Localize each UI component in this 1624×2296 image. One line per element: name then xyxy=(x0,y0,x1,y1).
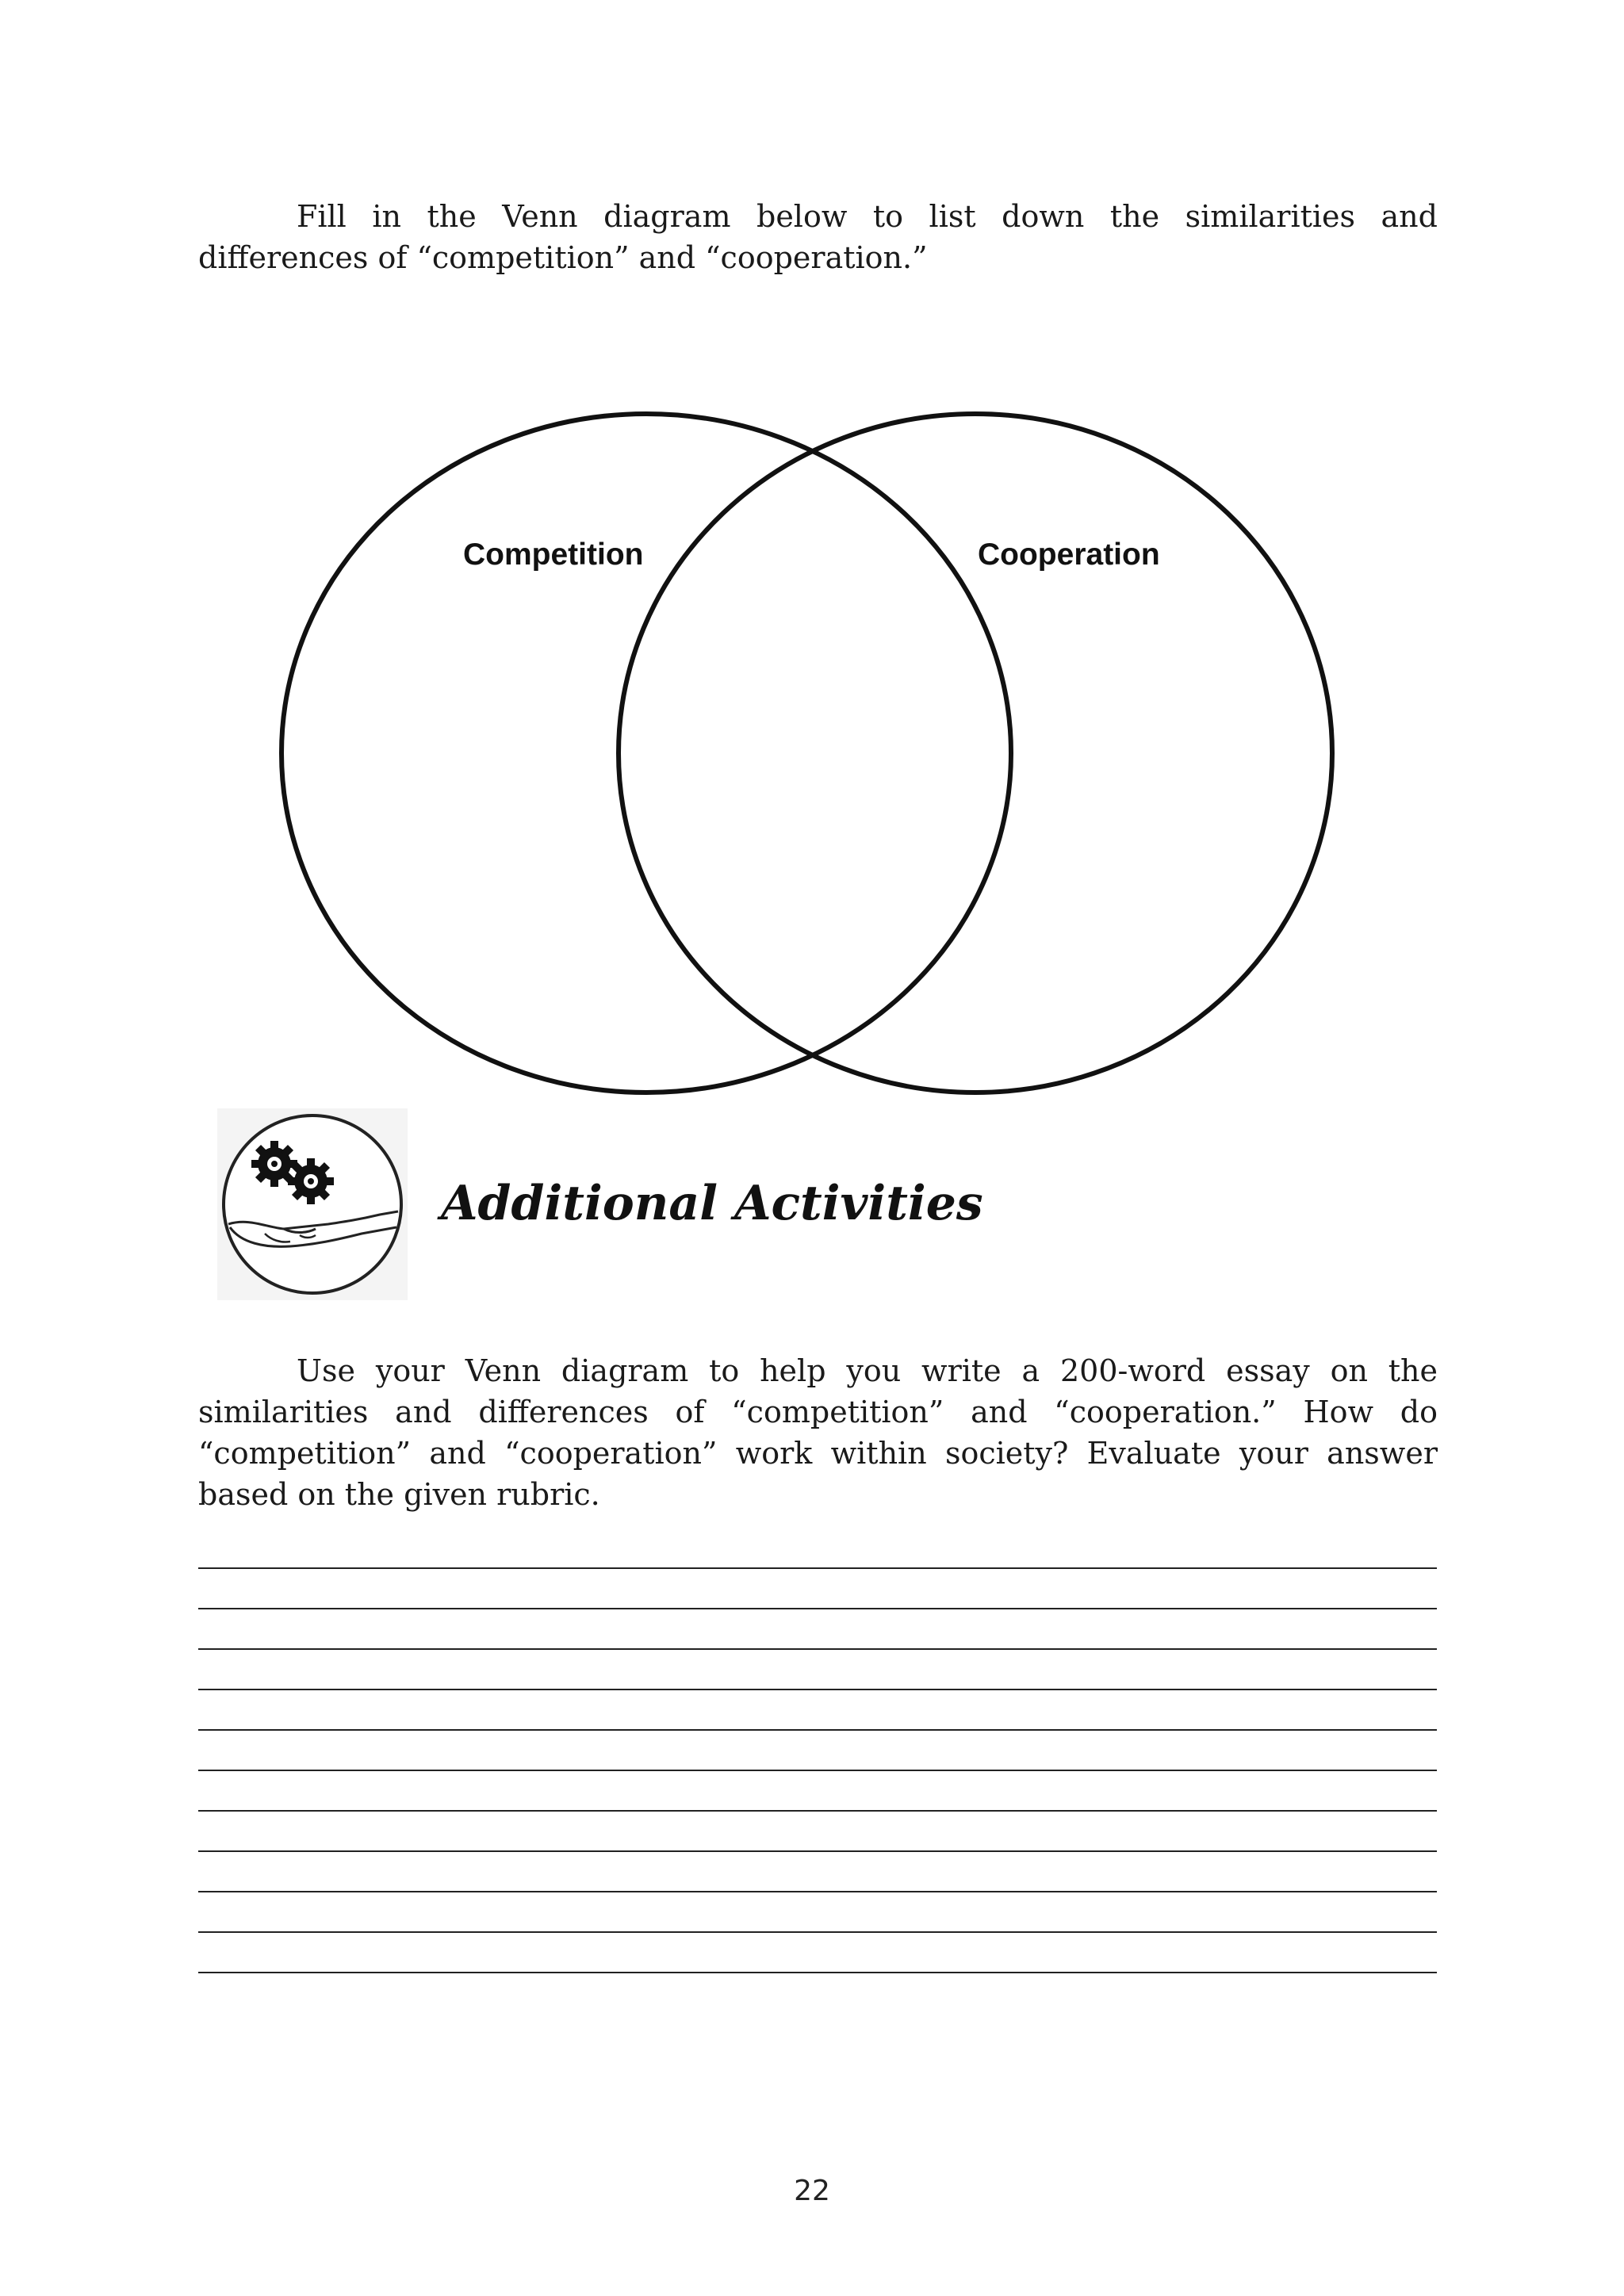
answer-line[interactable] xyxy=(198,1892,1437,1933)
answer-line[interactable] xyxy=(198,1771,1437,1812)
answer-line[interactable] xyxy=(198,1933,1437,1973)
venn-circle-cooperation xyxy=(619,414,1332,1093)
answer-line[interactable] xyxy=(198,1529,1437,1569)
venn-label-cooperation: Cooperation xyxy=(978,538,1160,572)
answer-line[interactable] xyxy=(198,1731,1437,1771)
essay-instructions-text: Use your Venn diagram to help you write a 200-word essay on the similarities and differences of “competition” and “cooperation.” How do “competition” and “cooperation” work within society? Evaluate your answer based on the given rubric. xyxy=(198,1353,1438,1512)
page-number: 22 xyxy=(794,2175,830,2207)
answer-line[interactable] xyxy=(198,1812,1437,1852)
venn-instructions xyxy=(198,196,1438,278)
venn-label-competition: Competition xyxy=(463,538,644,572)
section-heading: Additional Activities xyxy=(441,1176,983,1231)
answer-line[interactable] xyxy=(198,1609,1437,1650)
essay-answer-lines[interactable] xyxy=(198,1529,1437,1973)
venn-diagram xyxy=(270,403,1356,1104)
answer-line[interactable] xyxy=(198,1852,1437,1892)
answer-line[interactable] xyxy=(198,1690,1437,1731)
gears-over-hand-icon xyxy=(217,1108,408,1300)
venn-instructions-text: Fill in the Venn diagram below to list down the similarities and differences of “competition” and “cooperation.” xyxy=(198,199,1438,275)
venn-circle-competition xyxy=(282,414,1011,1093)
essay-instructions xyxy=(198,1350,1438,1515)
answer-line[interactable] xyxy=(198,1569,1437,1609)
answer-line[interactable] xyxy=(198,1650,1437,1690)
